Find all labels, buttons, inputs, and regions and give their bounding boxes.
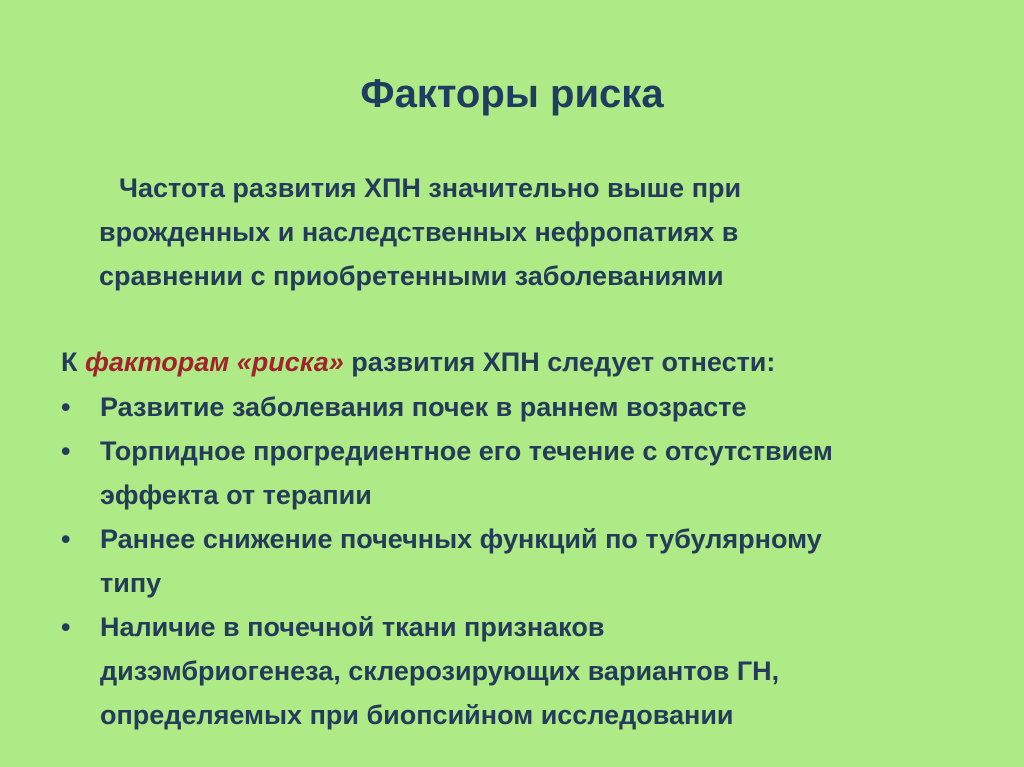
list-item-line: Торпидное прогредиентное его течение с отсутствием bbox=[100, 436, 833, 466]
bullet-icon: • bbox=[61, 612, 71, 642]
risk-factors-lead bbox=[61, 340, 991, 384]
bullet-icon: • bbox=[61, 524, 71, 554]
list-item-line: дизэмбриогенеза, склерозирующих вариантов ГН, bbox=[100, 656, 780, 686]
list-item-line: типу bbox=[100, 568, 162, 598]
list-item-line: Развитие заболевания почек в раннем возрасте bbox=[100, 392, 747, 422]
risk-factors-list bbox=[61, 385, 991, 737]
list-item bbox=[61, 605, 991, 737]
list-item-line: эффекта от терапии bbox=[100, 480, 372, 510]
intro-line-text: Частота развития ХПН значительно выше при bbox=[119, 173, 742, 203]
intro-paragraph bbox=[99, 166, 979, 298]
intro-line: сравнении с приобретенными заболеваниями bbox=[99, 261, 724, 291]
list-item-line: Раннее снижение почечных функций по тубулярному bbox=[100, 524, 822, 554]
bullet-icon: • bbox=[61, 436, 71, 466]
list-item bbox=[61, 385, 991, 429]
list-item bbox=[61, 517, 991, 605]
bullet-icon: • bbox=[61, 392, 71, 422]
lead-suffix: развития ХПН следует отнести: bbox=[343, 347, 776, 377]
list-item-line: определяемых при биопсийном исследовании bbox=[100, 700, 734, 730]
slide-title: Факторы риска bbox=[360, 72, 664, 116]
intro-line: врожденных и наследственных нефропатиях в bbox=[99, 217, 739, 247]
list-item-line: Наличие в почечной ткани признаков bbox=[100, 612, 605, 642]
list-item bbox=[61, 429, 991, 517]
lead-accent: факторам «риска» bbox=[84, 347, 344, 377]
intro-line bbox=[99, 166, 979, 210]
lead-prefix: К bbox=[61, 347, 85, 377]
